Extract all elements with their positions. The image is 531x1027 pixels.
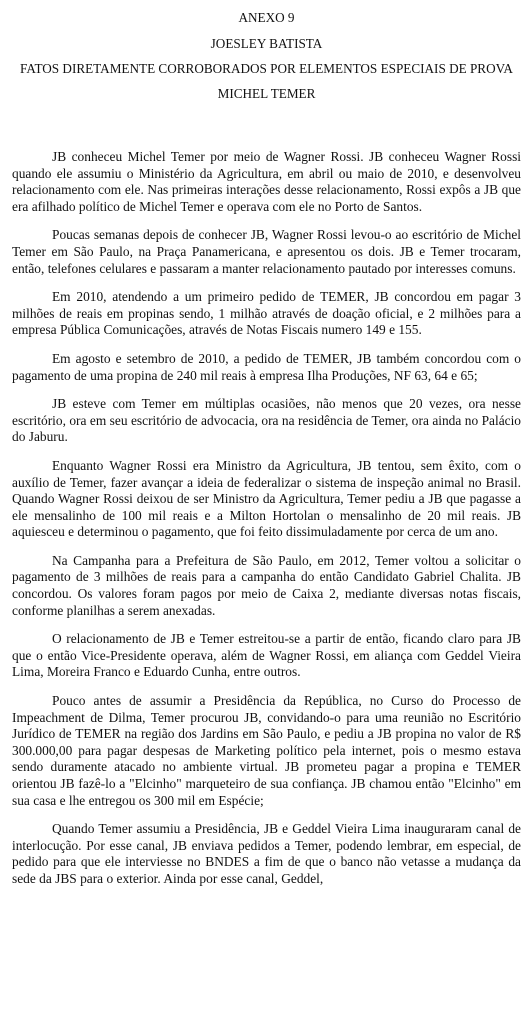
paragraph: Em 2010, atendendo a um primeiro pedido de TEMER, JB concordou em pagar 3 milhões de reais em propinas sendo, 1 milhão através de doação oficial, e 2 milhões para a empresa Pública Comunicações, através de Notas Fiscais numero 149 e 155. xyxy=(12,289,521,338)
subject-name: MICHEL TEMER xyxy=(217,86,316,101)
paragraph: JB conheceu Michel Temer por meio de Wagner Rossi. JB conheceu Wagner Rossi quando ele assumiu o Ministério da Agricultura, em abril ou maio de 2010, e desenvolveu relacionamento com ele. Nas primeiras interações desse relacionamento, Rossi expôs a JB que era afilhado político de Michel Temer e operava com ele no Porto de Santos. xyxy=(12,149,521,214)
paragraph: JB esteve com Temer em múltiplas ocasiões, não menos que 20 vezes, ora nesse escritório, ora em seu escritório de advocacia, ora na residência de Temer, ora ainda no Palácio do Jaburu. xyxy=(12,396,521,445)
document-body xyxy=(12,149,521,888)
person-name: JOESLEY BATISTA xyxy=(210,36,323,51)
paragraph: Pouco antes de assumir a Presidência da República, no Curso do Processo de Impeachment de Dilma, Temer procurou JB, convidando-o para uma reunião no Escritório Jurídico de TEMER na região dos Jardins em São Paulo, e pediu a JB propina no valor de R$ 300.000,00 para pagar despesas de Marketing político pela internet, pois o mesmo estava sendo duramente atacado no ambiente virtual. JB prometeu pagar a propina e TEMER orientou JB fazê-lo a "Elcinho" marqueteiro de sua confiança. JB chamou então "Elcinho" em sua casa e lhe entregou os 300 mil em Espécie; xyxy=(12,693,521,808)
document-subtitle: FATOS DIRETAMENTE CORROBORADOS POR ELEMENTOS ESPECIAIS DE PROVA xyxy=(20,61,513,76)
paragraph: O relacionamento de JB e Temer estreitou-se a partir de então, ficando claro para JB que o então Vice-Presidente operava, além de Wagner Rossi, em aliança com Geddel Vieira Lima, Moreira Franco e Eduardo Cunha, entre outros. xyxy=(12,631,521,680)
annex-title: ANEXO 9 xyxy=(238,10,295,25)
paragraph: Em agosto e setembro de 2010, a pedido de TEMER, JB também concordou com o pagamento de uma propina de 240 mil reais à empresa Ilha Produções, NF 63, 64 e 65; xyxy=(12,350,521,383)
paragraph: Na Campanha para a Prefeitura de São Paulo, em 2012, Temer voltou a solicitar o pagamento de 3 milhões de reais para a campanha do então Candidato Gabriel Chalita. JB concordou. Os valores foram pagos por meio de Caixa 2, mediante diversas notas fiscais, conforme planilhas a serem anexadas. xyxy=(12,552,521,618)
paragraph: Enquanto Wagner Rossi era Ministro da Agricultura, JB tentou, sem êxito, com o auxílio de Temer, fazer avançar a ideia de federalizar o sistema de inspeção animal no Brasil. Quando Wagner Rossi deixou de ser Ministro da Agricultura, Temer pediu a JB que pagasse a ele mensalinho de 100 mil reais e a Milton Hortolan o mensalinho de 20 mil reais. JB aquiesceu e determinou o pagamento, que foi feito dissimuladamente por cerca de um ano. xyxy=(12,457,521,540)
paragraph: Quando Temer assumiu a Presidência, JB e Geddel Vieira Lima inauguraram canal de interlocução. Por esse canal, JB enviava pedidos a Temer, podendo lembrar, em especial, de pedido para que ele interviesse no BNDES a fim de que o banco não vetasse a mudança da sede da JBS para o exterior. Ainda por esse canal, Geddel, xyxy=(12,821,521,886)
paragraph: Poucas semanas depois de conhecer JB, Wagner Rossi levou-o ao escritório de Michel Temer em São Paulo, na Praça Panamericana, e apresentou os dois. JB e Temer trocaram, então, telefones celulares e passaram a manter relacionamento pautado por interesses comuns. xyxy=(12,227,521,276)
